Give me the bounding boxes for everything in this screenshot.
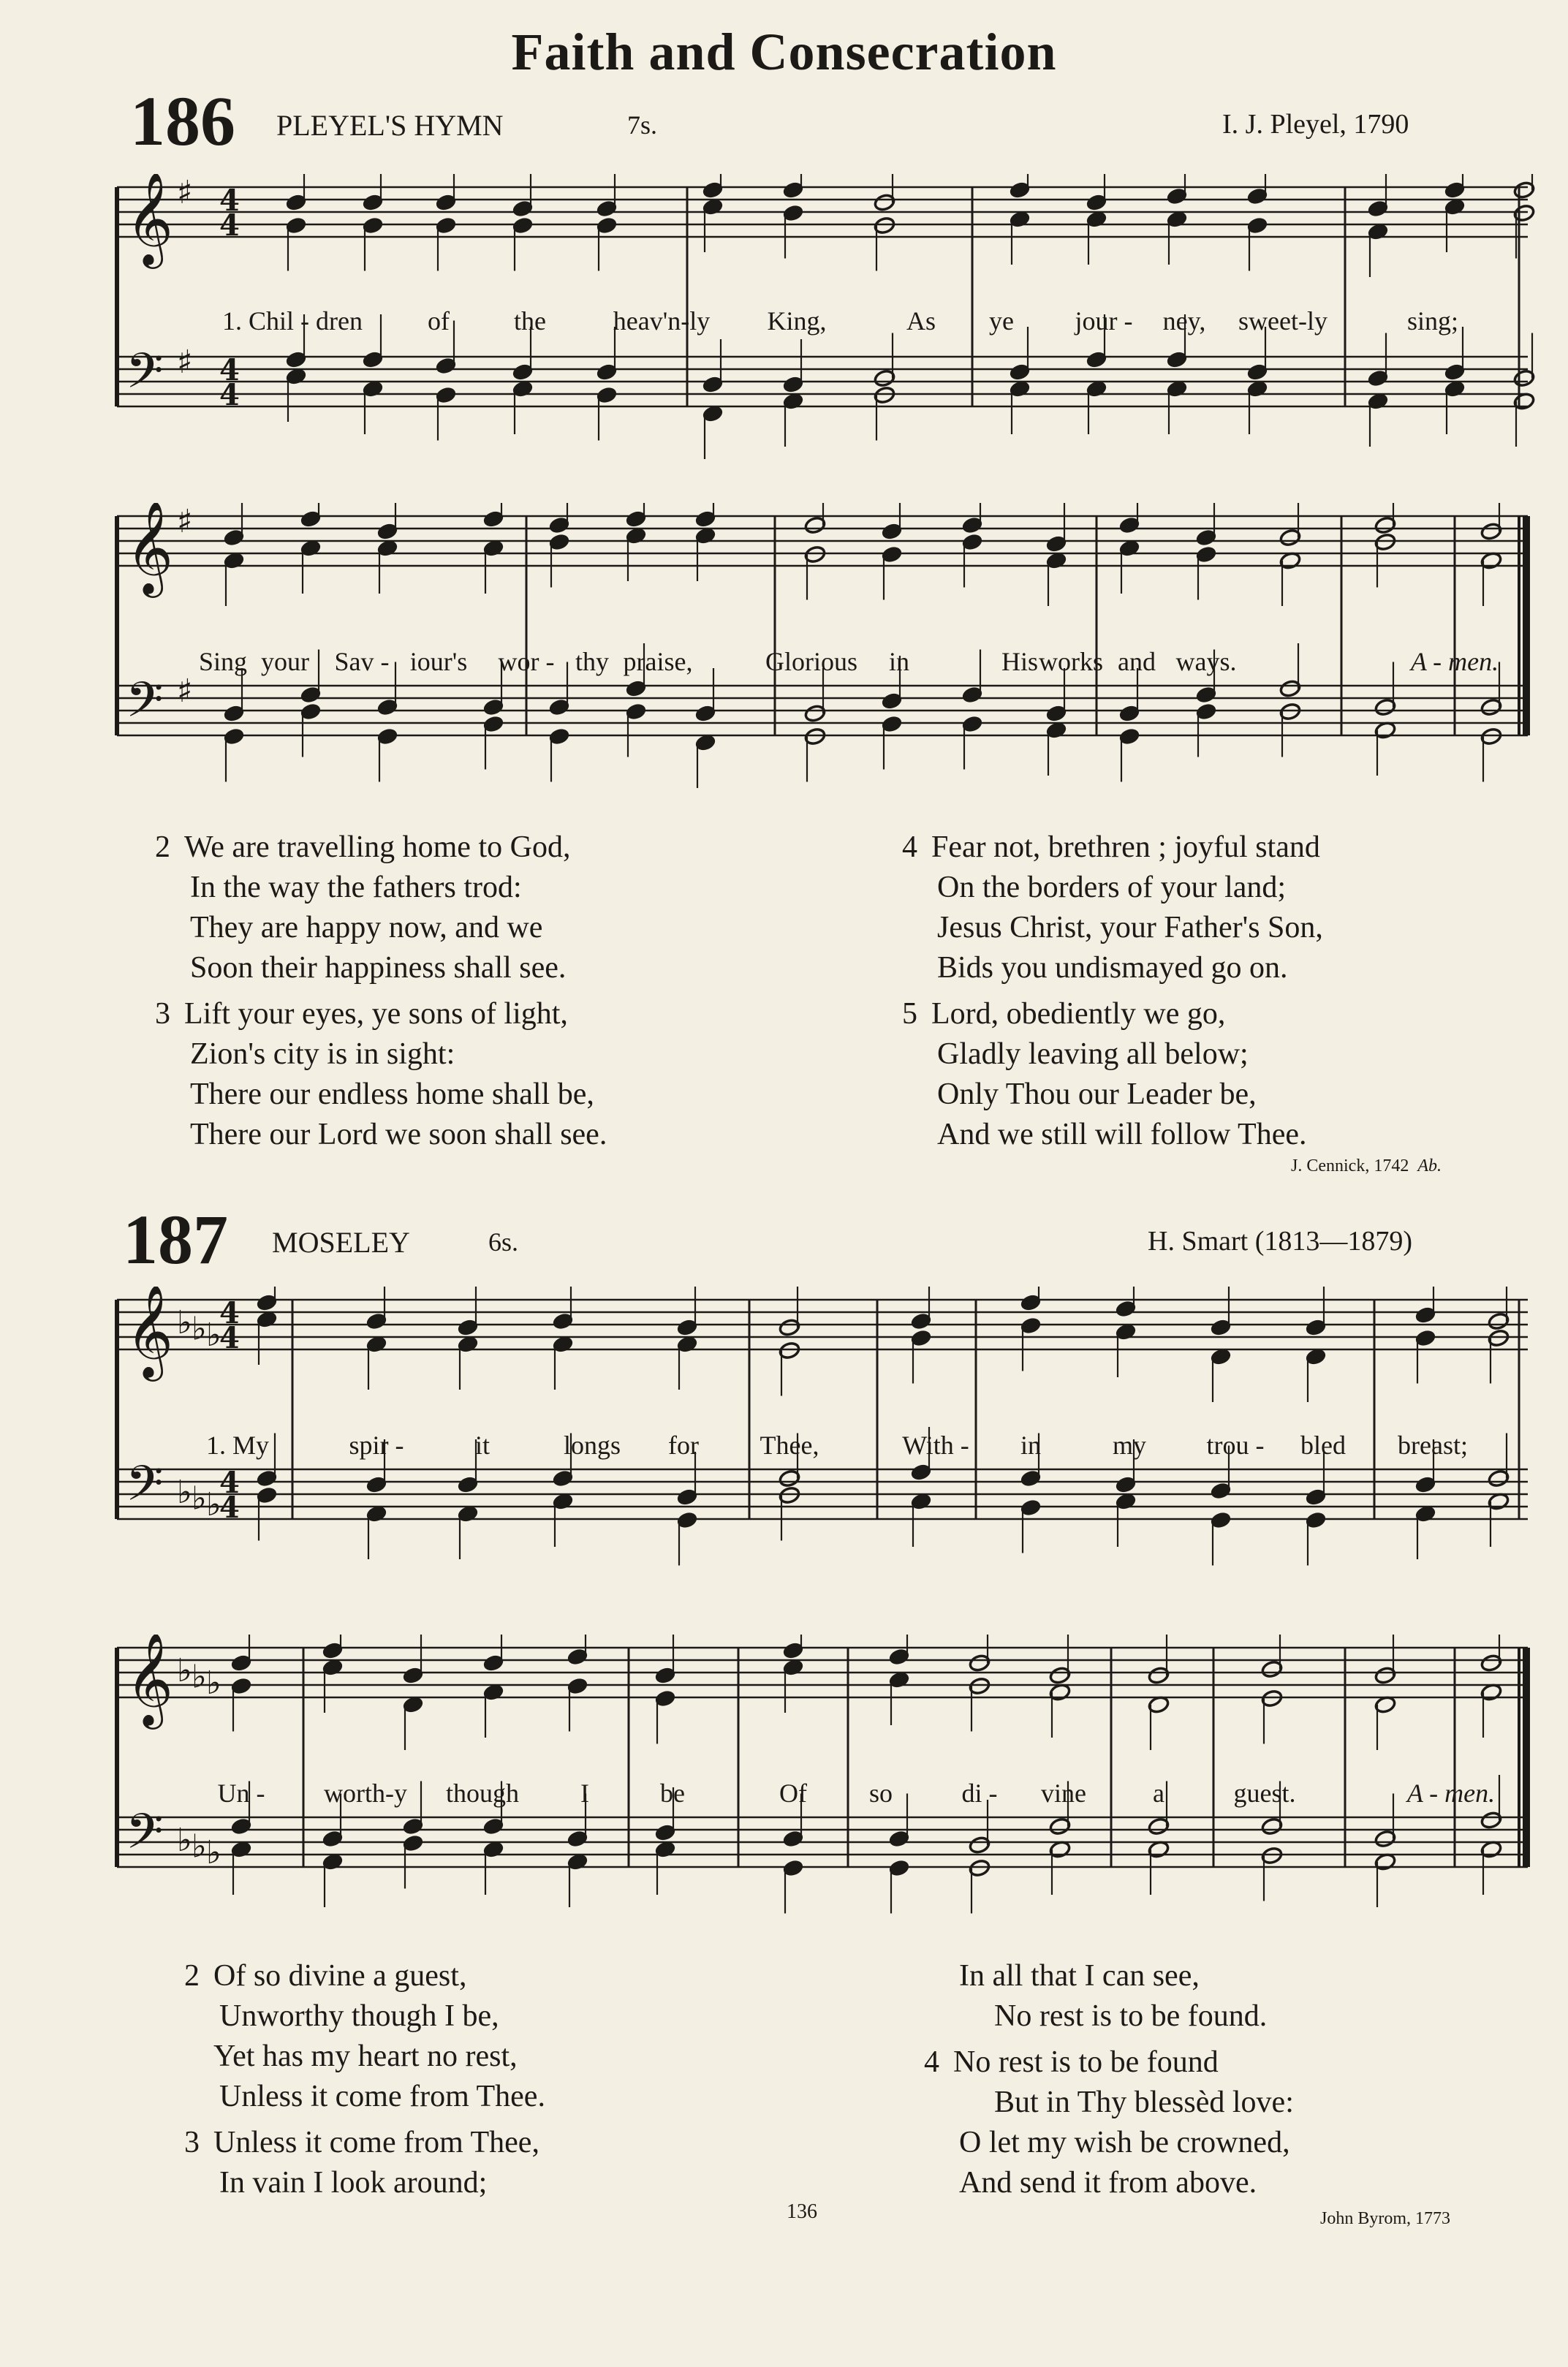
lyric-syllable: in xyxy=(1020,1431,1042,1460)
verse-line: And we still will follow Thee. xyxy=(937,1118,1307,1151)
lyric-syllable: Of xyxy=(779,1779,807,1808)
tune-name: PLEYEL'S HYMN xyxy=(276,109,504,142)
verse-line: 2 Of so divine a guest, xyxy=(184,1959,467,1993)
lyric-syllable: my xyxy=(1112,1431,1147,1460)
svg-text:𝄢: 𝄢 xyxy=(126,343,164,411)
svg-text:♭: ♭ xyxy=(192,1658,207,1696)
hymn-number: 187 xyxy=(123,1200,228,1279)
lyric-syllable: 1. Chil - dren xyxy=(222,306,363,336)
lyric-syllable: works xyxy=(1039,647,1103,676)
svg-text:♭: ♭ xyxy=(177,1652,192,1689)
lyric-syllable: 1. My xyxy=(205,1431,270,1460)
verse-line: O let my wish be crowned, xyxy=(959,2126,1290,2159)
lyric-syllable: a xyxy=(1153,1779,1164,1808)
lyric-syllable: I xyxy=(580,1779,589,1808)
lyric-syllable: for xyxy=(668,1431,699,1460)
svg-text:𝄞: 𝄞 xyxy=(126,1287,174,1377)
lyric-syllable: be xyxy=(660,1779,685,1808)
svg-text:𝄢: 𝄢 xyxy=(126,672,164,740)
verse-line: But in Thy blessèd love: xyxy=(994,2086,1294,2119)
verse-block-186-right xyxy=(902,827,1323,1155)
lyric-syllable: heav'n-ly xyxy=(613,306,711,336)
svg-text:♭: ♭ xyxy=(192,1480,207,1518)
svg-text:♭: ♭ xyxy=(177,1474,192,1511)
lyric-syllable: iour's xyxy=(409,647,468,676)
lyric-syllable: ye xyxy=(989,306,1014,336)
lyric-syllable: wor - xyxy=(498,647,555,676)
verse-line: 4 Fear not, brethren ; joyful stand xyxy=(902,830,1320,864)
lyric-syllable: jour - xyxy=(1075,306,1133,336)
svg-text:𝄢: 𝄢 xyxy=(126,1803,164,1871)
lyric-syllable: guest. xyxy=(1233,1779,1296,1808)
lyric-syllable: sing; xyxy=(1406,306,1459,336)
lyric-syllable: Un - xyxy=(217,1779,265,1808)
lyric-syllable: With - xyxy=(902,1431,969,1460)
lyric-syllable: so xyxy=(868,1779,893,1808)
verse-line: There our Lord we soon shall see. xyxy=(190,1118,607,1151)
lyric-syllable: worth-y xyxy=(324,1779,407,1808)
svg-text:𝄞: 𝄞 xyxy=(126,174,174,265)
meter: 7s. xyxy=(627,110,658,140)
verse-line: No rest is to be found. xyxy=(994,1999,1268,2033)
verse-line: Unworthy though I be, xyxy=(219,1999,499,2033)
svg-text:♭: ♭ xyxy=(192,1310,207,1348)
lyric-syllable: your xyxy=(261,647,309,676)
svg-text:4: 4 xyxy=(219,378,240,412)
lyric-syllable: Sav - xyxy=(334,647,390,676)
lyric-syllable: di - xyxy=(961,1779,998,1808)
verse-line: On the borders of your land; xyxy=(937,871,1287,904)
lyric-syllable: in xyxy=(888,647,910,676)
verse-line: Gladly leaving all below; xyxy=(937,1037,1249,1071)
verse-line: They are happy now, and we xyxy=(190,911,543,944)
verse-line: 4 No rest is to be found xyxy=(924,2045,1219,2079)
svg-text:♭: ♭ xyxy=(192,1828,207,1866)
svg-text:4: 4 xyxy=(219,183,240,218)
lyric-syllable: As xyxy=(906,306,936,336)
svg-text:4: 4 xyxy=(219,353,240,387)
verse-line: Unless it come from Thee. xyxy=(219,2080,545,2113)
svg-text:♭: ♭ xyxy=(206,1834,221,1871)
page-number: 136 xyxy=(787,2200,817,2223)
lyric-syllable: and xyxy=(1118,647,1156,676)
section-title: Faith and Consecration xyxy=(511,23,1057,81)
svg-text:♭: ♭ xyxy=(206,1317,221,1354)
svg-text:4: 4 xyxy=(219,1321,240,1355)
author-credit: J. Cennick, 1742 Ab. xyxy=(1291,1156,1442,1175)
verse-block-186-left xyxy=(155,827,607,1155)
lyric-syllable: ways. xyxy=(1175,647,1237,676)
svg-text:4: 4 xyxy=(219,1466,240,1500)
lyric-syllable: sweet-ly xyxy=(1238,306,1328,336)
composer: H. Smart (1813—1879) xyxy=(1148,1226,1413,1257)
verse-line: Jesus Christ, your Father's Son, xyxy=(937,911,1323,944)
lyric-syllable: Glorious xyxy=(765,647,857,676)
lyric-syllable: His xyxy=(1001,647,1039,676)
lyric-syllable: ney, xyxy=(1162,306,1206,336)
lyric-syllable: praise, xyxy=(623,647,693,676)
verse-line: Zion's city is in sight: xyxy=(190,1037,455,1071)
lyric-syllable: though xyxy=(445,1779,520,1808)
verse-line: And send it from above. xyxy=(959,2166,1257,2200)
meter: 6s. xyxy=(488,1227,519,1257)
lyric-syllable: spir - xyxy=(349,1431,404,1460)
lyric-syllable: Thee, xyxy=(760,1431,819,1460)
svg-text:♭: ♭ xyxy=(177,1822,192,1859)
verse-line: In all that I can see, xyxy=(959,1959,1200,1993)
lyric-syllable: bled xyxy=(1300,1431,1346,1460)
verse-line: 2 We are travelling home to God, xyxy=(155,830,571,864)
verse-line: Yet has my heart no rest, xyxy=(213,2040,518,2073)
svg-text:𝄢: 𝄢 xyxy=(126,1455,164,1523)
svg-text:♯: ♯ xyxy=(177,174,193,212)
lyric-syllable: King, xyxy=(767,306,827,336)
verse-block-187-right xyxy=(924,1956,1294,2203)
composer: I. J. Pleyel, 1790 xyxy=(1222,109,1409,140)
svg-text:𝄞: 𝄞 xyxy=(126,1635,174,1725)
verse-line: 3 Unless it come from Thee, xyxy=(184,2126,539,2159)
lyric-syllable: of xyxy=(428,306,450,336)
lyric-syllable: vine xyxy=(1041,1779,1086,1808)
svg-text:♭: ♭ xyxy=(177,1304,192,1341)
svg-text:♯: ♯ xyxy=(177,673,193,711)
lyric-syllable: A - men. xyxy=(1410,647,1499,676)
lyric-syllable: longs xyxy=(563,1431,621,1460)
verse-line: In the way the fathers trod: xyxy=(190,871,522,904)
verse-line: Bids you undismayed go on. xyxy=(937,951,1288,985)
verse-block-187-left xyxy=(184,1956,545,2203)
verse-line: Soon their happiness shall see. xyxy=(190,951,567,985)
svg-text:𝄞: 𝄞 xyxy=(126,503,174,594)
author-credit: John Byrom, 1773 xyxy=(1320,2209,1451,2228)
svg-text:4: 4 xyxy=(219,208,240,243)
lyric-syllable: breast; xyxy=(1398,1431,1468,1460)
lyric-syllable: trou - xyxy=(1206,1431,1265,1460)
svg-text:4: 4 xyxy=(219,1296,240,1330)
lyric-syllable: Sing xyxy=(198,647,248,676)
lyric-syllable: thy xyxy=(575,647,610,676)
verse-line: In vain I look around; xyxy=(219,2166,488,2200)
svg-text:♯: ♯ xyxy=(177,344,193,382)
svg-text:♯: ♯ xyxy=(177,503,193,541)
lyric-syllable: the xyxy=(514,306,546,336)
hymn-number: 186 xyxy=(130,82,235,160)
svg-text:♭: ♭ xyxy=(206,1486,221,1523)
verse-line: Only Thou our Leader be, xyxy=(937,1078,1257,1111)
verse-line: 5 Lord, obediently we go, xyxy=(902,997,1226,1031)
svg-text:4: 4 xyxy=(219,1491,240,1525)
svg-text:♭: ♭ xyxy=(206,1665,221,1702)
verse-line: There our endless home shall be, xyxy=(190,1078,594,1111)
lyric-syllable: A - men. xyxy=(1406,1779,1496,1808)
verse-line: 3 Lift your eyes, ye sons of light, xyxy=(155,997,568,1031)
lyric-syllable: it xyxy=(474,1431,491,1460)
tune-name: MOSELEY xyxy=(272,1226,410,1259)
